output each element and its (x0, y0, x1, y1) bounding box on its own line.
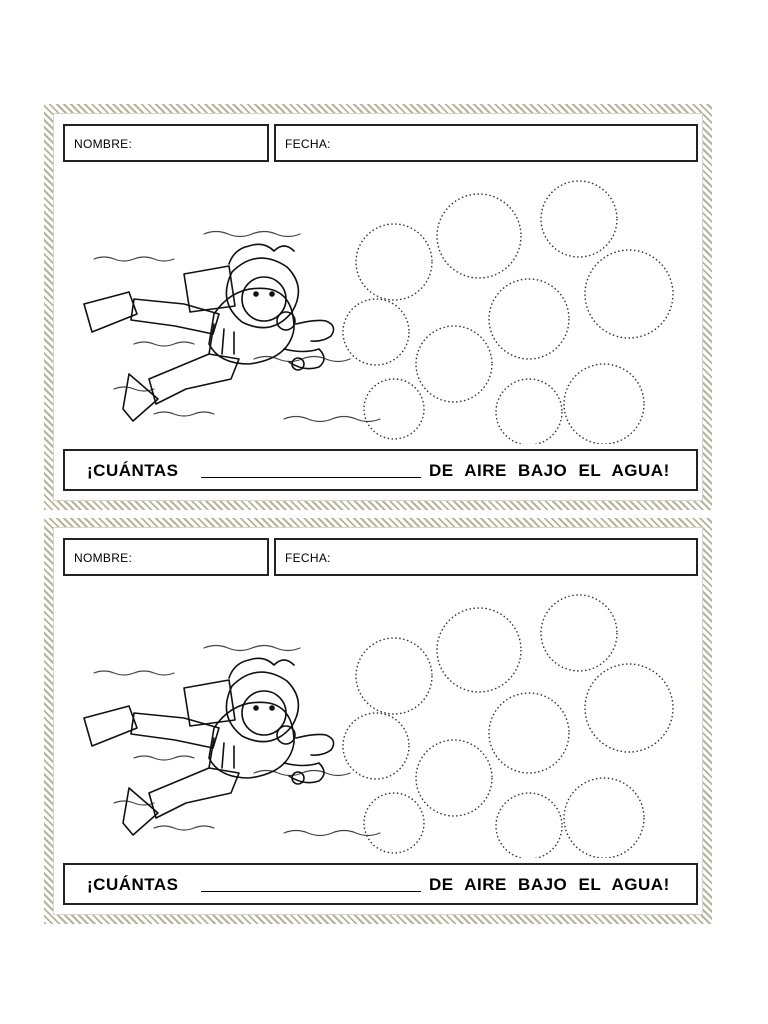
question-end: DE AIRE BAJO EL AGUA! (429, 875, 670, 894)
date-label: FECHA: (285, 551, 331, 565)
question-start: ¡CUÁNTAS (87, 875, 179, 894)
card-content (53, 527, 703, 915)
question-box (63, 449, 698, 491)
diver-illustration (84, 658, 334, 835)
answer-blank[interactable] (201, 873, 421, 892)
diver-illustration (84, 244, 334, 421)
question-start: ¡CUÁNTAS (87, 461, 179, 480)
water-waves (94, 232, 380, 422)
worksheet-card-1 (44, 104, 712, 510)
name-field[interactable] (63, 538, 269, 576)
card-content (53, 113, 703, 501)
name-label: NOMBRE: (74, 551, 133, 565)
diver-scene (54, 164, 704, 444)
diver-scene (54, 578, 704, 858)
answer-blank[interactable] (201, 459, 421, 478)
bubbles-to-trace (343, 181, 673, 444)
date-label: FECHA: (285, 137, 331, 151)
question-box (63, 863, 698, 905)
date-field[interactable] (274, 124, 698, 162)
name-label: NOMBRE: (74, 137, 133, 151)
name-field[interactable] (63, 124, 269, 162)
water-waves (94, 646, 380, 836)
worksheet-card-2 (44, 518, 712, 924)
question-end: DE AIRE BAJO EL AGUA! (429, 461, 670, 480)
date-field[interactable] (274, 538, 698, 576)
bubbles-to-trace (343, 595, 673, 858)
